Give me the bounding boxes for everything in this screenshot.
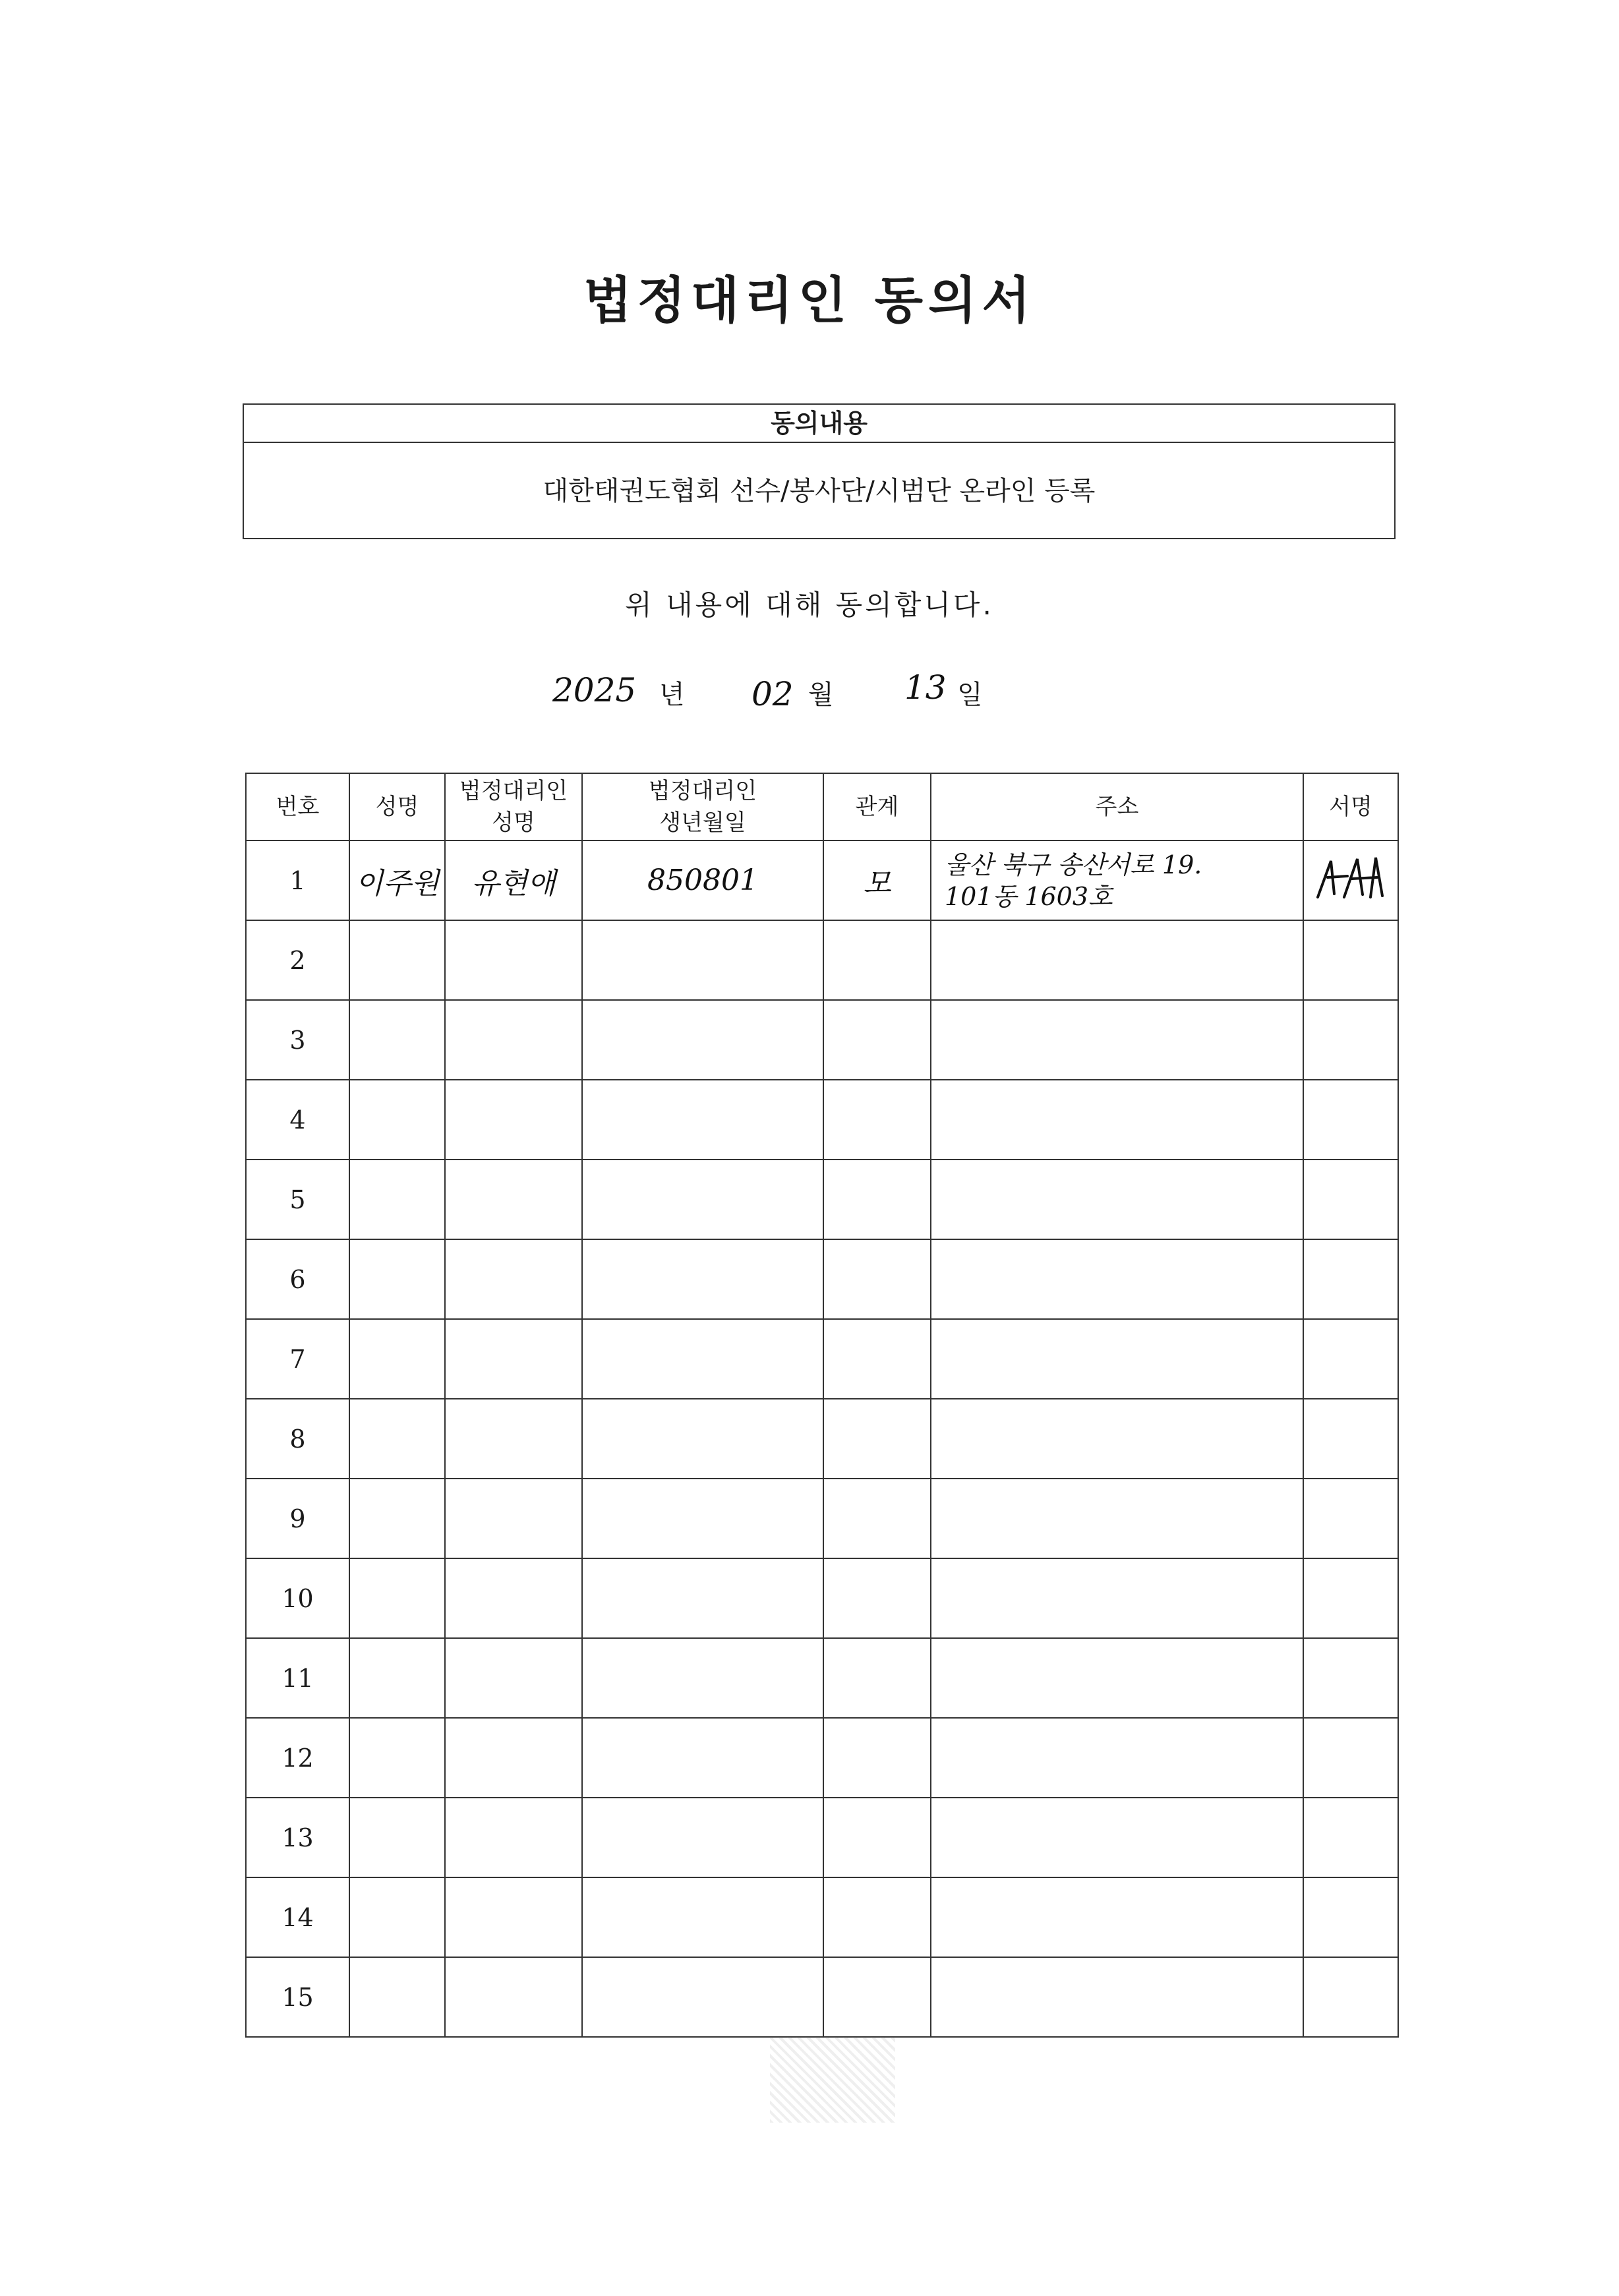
- date-day: 13: [904, 668, 947, 707]
- guardian-birth-cell: [582, 1877, 823, 1957]
- relation-cell: [823, 1558, 931, 1638]
- guardian-table: [245, 773, 1399, 2038]
- address-cell: [931, 1000, 1303, 1080]
- date-year-label: 년: [659, 680, 685, 710]
- faint-stamp-mark: [770, 2037, 895, 2123]
- guardian-name-cell: [445, 1000, 582, 1080]
- table-row: [246, 1319, 1398, 1399]
- signature-cell: [1303, 1239, 1398, 1319]
- guardian-name-cell: [445, 1798, 582, 1877]
- column-header: [445, 773, 582, 840]
- row-number: 6: [246, 1239, 349, 1319]
- member-name-cell: [349, 1798, 445, 1877]
- row-number: 14: [246, 1877, 349, 1957]
- member-name-cell: [349, 1558, 445, 1638]
- guardian-birth-cell: [582, 1957, 823, 2037]
- row-number: 11: [246, 1638, 349, 1718]
- consent-body: 대한태권도협회 선수/봉사단/시범단 온라인 등록: [543, 476, 1096, 506]
- column-header-sublabel: 성명: [492, 809, 535, 836]
- agreement-statement: 위 내용에 대해 동의합니다.: [625, 589, 994, 621]
- table-row: [246, 1399, 1398, 1479]
- row-number: 12: [246, 1718, 349, 1798]
- signature-cell: [1303, 1638, 1398, 1718]
- row-number: 4: [246, 1080, 349, 1160]
- consent-box: [243, 403, 1396, 539]
- member-name-cell: 이주원: [349, 840, 445, 920]
- signature-cell: [1303, 1718, 1398, 1798]
- handwritten-signature: [1311, 851, 1390, 904]
- guardian-name-cell: 유현애: [445, 840, 582, 920]
- guardian-birth-cell: [582, 1718, 823, 1798]
- column-header-label: 번호: [276, 794, 320, 820]
- relation-cell: [823, 920, 931, 1000]
- address-line1: 울산 북구 송산서로 19.: [945, 850, 1202, 879]
- column-header: [349, 773, 445, 840]
- relation-cell: [823, 1479, 931, 1558]
- relation-cell: [823, 1798, 931, 1877]
- address-cell: [931, 1877, 1303, 1957]
- guardian-name-cell: [445, 1718, 582, 1798]
- date-row: [0, 666, 1619, 719]
- relation-cell: [823, 1000, 931, 1080]
- address-cell: [931, 1239, 1303, 1319]
- address-cell: [931, 1638, 1303, 1718]
- date-day-label: 일: [957, 680, 983, 710]
- signature-cell: [1303, 920, 1398, 1000]
- address-cell: [931, 840, 1303, 920]
- signature-cell: [1303, 1399, 1398, 1479]
- row-number: 7: [246, 1319, 349, 1399]
- member-name-cell: [349, 1160, 445, 1239]
- signature-cell: [1303, 1479, 1398, 1558]
- address-cell: [931, 920, 1303, 1000]
- table-header-row: [246, 773, 1398, 840]
- signature-cell: [1303, 1160, 1398, 1239]
- table-row: [246, 1718, 1398, 1798]
- column-header: [582, 773, 823, 840]
- relation-cell: [823, 1080, 931, 1160]
- guardian-name-cell: [445, 1319, 582, 1399]
- guardian-name-cell: [445, 1479, 582, 1558]
- guardian-birth-cell: [582, 1558, 823, 1638]
- member-name-cell: [349, 1000, 445, 1080]
- member-name-cell: [349, 1319, 445, 1399]
- row-number: 5: [246, 1160, 349, 1239]
- table-row: [246, 1160, 1398, 1239]
- date-month-label: 월: [808, 680, 834, 710]
- member-name-cell: [349, 1399, 445, 1479]
- relation-cell: [823, 1877, 931, 1957]
- guardian-birth-cell: [582, 1399, 823, 1479]
- table-row: [246, 920, 1398, 1000]
- column-header-label: 법정대리인: [459, 778, 568, 804]
- guardian-birth-cell: [582, 1239, 823, 1319]
- signature-cell: [1303, 1798, 1398, 1877]
- row-number: 9: [246, 1479, 349, 1558]
- address-cell: [931, 1798, 1303, 1877]
- column-header-label: 법정대리인: [648, 778, 757, 804]
- row-number: 10: [246, 1558, 349, 1638]
- row-number: 15: [246, 1957, 349, 2037]
- column-header-label: 주소: [1095, 794, 1139, 820]
- guardian-birth-cell: [582, 1798, 823, 1877]
- column-header: [1303, 773, 1398, 840]
- relation-cell: [823, 1399, 931, 1479]
- signature-cell: [1303, 1558, 1398, 1638]
- table-row: [246, 1080, 1398, 1160]
- row-number: 13: [246, 1798, 349, 1877]
- member-name-cell: [349, 920, 445, 1000]
- table-row: [246, 1000, 1398, 1080]
- relation-cell: [823, 1957, 931, 2037]
- table-row: [246, 1877, 1398, 1957]
- guardian-birth-cell: [582, 1319, 823, 1399]
- address-cell: [931, 1479, 1303, 1558]
- guardian-name-cell: [445, 1399, 582, 1479]
- column-header: [823, 773, 931, 840]
- address-cell: [931, 1319, 1303, 1399]
- address-cell: [931, 1957, 1303, 2037]
- guardian-name-cell: [445, 1638, 582, 1718]
- column-header: [931, 773, 1303, 840]
- relation-cell: [823, 1718, 931, 1798]
- guardian-name-cell: [445, 1080, 582, 1160]
- signature-cell: [1303, 1000, 1398, 1080]
- row-number: 3: [246, 1000, 349, 1080]
- signature-cell: [1303, 1319, 1398, 1399]
- date-year: 2025: [552, 671, 637, 709]
- guardian-name-cell: [445, 1160, 582, 1239]
- address-cell: [931, 1080, 1303, 1160]
- consent-header: 동의내용: [244, 405, 1394, 443]
- member-name-cell: [349, 1718, 445, 1798]
- guardian-name-cell: [445, 1877, 582, 1957]
- signature-cell: [1303, 1877, 1398, 1957]
- table-row: [246, 1479, 1398, 1558]
- guardian-birth-cell: [582, 1160, 823, 1239]
- guardian-birth-cell: [582, 920, 823, 1000]
- column-header-label: 성명: [375, 794, 419, 820]
- relation-cell: 모: [823, 840, 931, 920]
- member-name-cell: [349, 1638, 445, 1718]
- table-row: [246, 1798, 1398, 1877]
- address-line2: 101동 1603호: [945, 881, 1113, 911]
- column-header-label: 관계: [855, 794, 899, 820]
- column-header-sublabel: 생년월일: [659, 809, 746, 836]
- table-row: [246, 1558, 1398, 1638]
- document-title: 법정대리인 동의서: [583, 271, 1036, 330]
- relation-cell: [823, 1319, 931, 1399]
- guardian-birth-cell: 850801: [582, 840, 823, 920]
- relation-cell: [823, 1638, 931, 1718]
- address-cell: [931, 1399, 1303, 1479]
- guardian-birth-cell: [582, 1638, 823, 1718]
- row-number: 2: [246, 920, 349, 1000]
- member-name-cell: [349, 1080, 445, 1160]
- signature-cell: [1303, 1957, 1398, 2037]
- signature-cell: [1303, 840, 1398, 920]
- guardian-birth-cell: [582, 1479, 823, 1558]
- table-row: [246, 1957, 1398, 2037]
- relation-cell: [823, 1160, 931, 1239]
- member-name-cell: [349, 1239, 445, 1319]
- guardian-name-cell: [445, 1239, 582, 1319]
- guardian-name-cell: [445, 920, 582, 1000]
- table-row: [246, 1239, 1398, 1319]
- column-header-label: 서명: [1329, 794, 1372, 820]
- date-month: 02: [751, 675, 794, 713]
- address-cell: [931, 1160, 1303, 1239]
- guardian-birth-cell: [582, 1080, 823, 1160]
- signature-cell: [1303, 1080, 1398, 1160]
- table-row: [246, 1638, 1398, 1718]
- column-header: [246, 773, 349, 840]
- member-name-cell: [349, 1957, 445, 2037]
- table-body: [246, 840, 1398, 2037]
- row-number: 8: [246, 1399, 349, 1479]
- member-name-cell: [349, 1479, 445, 1558]
- guardian-birth-cell: [582, 1000, 823, 1080]
- guardian-name-cell: [445, 1558, 582, 1638]
- address-cell: [931, 1558, 1303, 1638]
- table-row: [246, 840, 1398, 920]
- guardian-name-cell: [445, 1957, 582, 2037]
- member-name-cell: [349, 1877, 445, 1957]
- row-number: 1: [246, 840, 349, 920]
- relation-cell: [823, 1239, 931, 1319]
- address-cell: [931, 1718, 1303, 1798]
